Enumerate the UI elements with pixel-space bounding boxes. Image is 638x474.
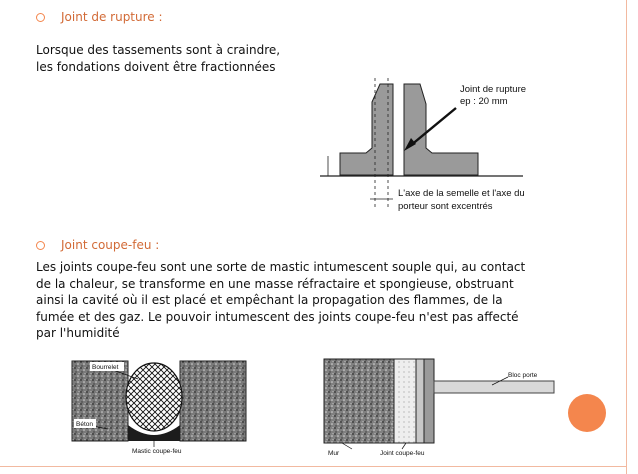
section-heading: Joint de rupture : xyxy=(61,10,163,24)
frame-right-border xyxy=(626,0,627,474)
frame-bottom-border xyxy=(0,466,626,467)
figure-label: Mastic coupe-feu xyxy=(132,448,182,455)
section2-text xyxy=(36,259,525,342)
figure-label: Béton xyxy=(76,421,93,428)
door-frame-joint-diagram xyxy=(322,355,562,459)
bullet-joint-de-rupture xyxy=(36,10,163,24)
figure-label: Joint coupe-feu xyxy=(380,450,425,457)
callout-label: Joint de rupture xyxy=(460,84,527,95)
text-line: de la chaleur, se transforme en une masse réfractaire et spongieuse, obstruant xyxy=(36,276,514,291)
text-line: par l'humidité xyxy=(36,326,120,341)
section1-text xyxy=(36,42,280,75)
figure-caption: porteur sont excentrés xyxy=(398,201,493,212)
text-line: ainsi la cavité où il est placé et empêchant la propagation des flammes, de la xyxy=(36,293,503,308)
figure-caption: L'axe de la semelle et l'axe du xyxy=(398,188,525,199)
text-line: Lorsque des tassements sont à craindre, xyxy=(36,43,281,57)
figure-label: Mur xyxy=(328,450,340,457)
joint-de-rupture-diagram xyxy=(318,78,588,218)
figure-label: Bloc porte xyxy=(508,372,538,379)
figure-label: Bourrelet xyxy=(92,364,119,371)
circle-bullet-icon xyxy=(36,13,45,22)
decorative-circle xyxy=(568,394,606,432)
text-line: Les joints coupe-feu sont une sorte de mastic intumescent souple qui, au contact xyxy=(36,260,526,274)
bullet-joint-coupe-feu xyxy=(36,238,159,252)
text-line: fumée et des gaz. Le pouvoir intumescent des joints coupe-feu n'est pas affecté xyxy=(36,309,519,324)
circle-bullet-icon xyxy=(36,241,45,250)
section-heading: Joint coupe-feu : xyxy=(61,238,160,252)
coupe-feu-joint-diagram xyxy=(68,355,250,455)
callout-label: ep : 20 mm xyxy=(460,96,508,107)
text-line: les fondations doivent être fractionnées xyxy=(36,59,276,74)
